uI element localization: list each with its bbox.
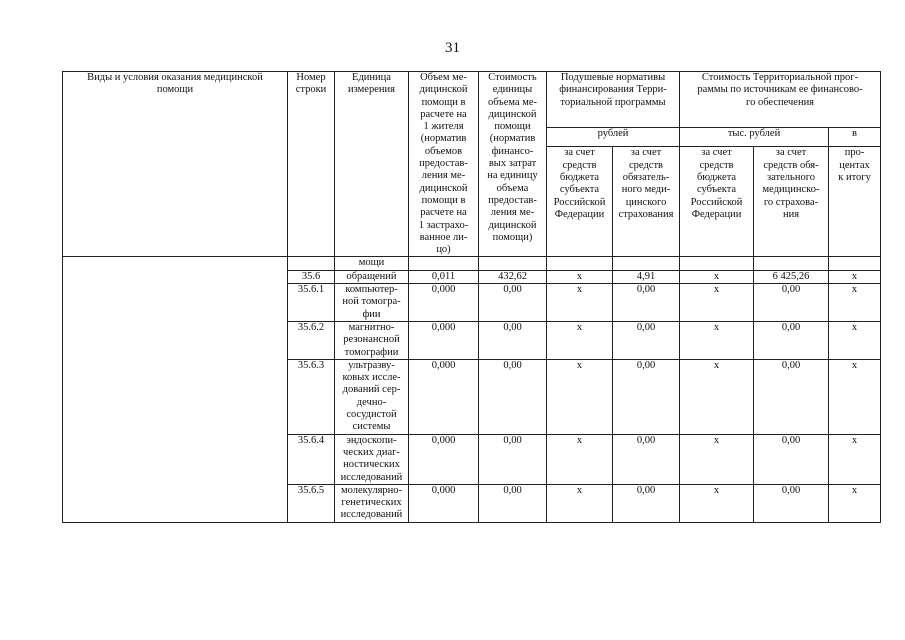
row-c1: x xyxy=(547,484,613,522)
row-unit: обращений xyxy=(335,270,409,283)
row-number: 35.6.3 xyxy=(288,359,335,434)
row-c4: 0,00 xyxy=(754,434,829,484)
row-c3: x xyxy=(680,484,754,522)
row-cost: 0,00 xyxy=(479,484,547,522)
row-c5: x xyxy=(829,321,881,359)
row-c2: 4,91 xyxy=(613,270,680,283)
header-cost: Стоимость единицы объема ме- дицинской помощи (норматив финансо- вых затрат на единицу объема предостав- ления ме- дицинской помощи) xyxy=(479,72,547,257)
header-unit: Единица измерения xyxy=(335,72,409,257)
header-line-number: Номер строки xyxy=(288,72,335,257)
row-cost: 0,00 xyxy=(479,359,547,434)
row-c3: x xyxy=(680,270,754,283)
row-number: 35.6.1 xyxy=(288,284,335,322)
row-number: 35.6.2 xyxy=(288,321,335,359)
row-c4: 6 425,26 xyxy=(754,270,829,283)
row-volume: 0,000 xyxy=(409,434,479,484)
type-conditions-cell xyxy=(63,257,288,522)
header-per-capita: Подушевые нормативы финансирования Терри- ториальной программы xyxy=(547,72,680,128)
row-volume: 0,000 xyxy=(409,284,479,322)
row-c2: 0,00 xyxy=(613,484,680,522)
row-unit: компьютер- ной томогра- фии xyxy=(335,284,409,322)
continuation-row xyxy=(63,257,881,270)
row-c4: 0,00 xyxy=(754,359,829,434)
row-c3: x xyxy=(680,284,754,322)
row-unit: молекулярно- генетических исследований xyxy=(335,484,409,522)
header-type-conditions: Виды и условия оказания медицинской помощи xyxy=(63,72,288,257)
row-volume: 0,000 xyxy=(409,484,479,522)
row-c3: x xyxy=(680,359,754,434)
financing-table xyxy=(62,71,881,523)
row-c4: 0,00 xyxy=(754,484,829,522)
row-number: 35.6 xyxy=(288,270,335,283)
row-cost: 0,00 xyxy=(479,434,547,484)
row-c2: 0,00 xyxy=(613,434,680,484)
row-number: 35.6.5 xyxy=(288,484,335,522)
row-volume: 0,000 xyxy=(409,321,479,359)
header-oms-2: за счет средств обя- зательного медицинско- го страхова- ния xyxy=(754,147,829,257)
row-c5: x xyxy=(829,270,881,283)
row-number: 35.6.4 xyxy=(288,434,335,484)
header-subject-budget: за счет средств бюджета субъекта Российской Федерации xyxy=(547,147,613,257)
row-c1: x xyxy=(547,434,613,484)
header-thousand-rubles: тыс. рублей xyxy=(680,127,829,147)
header-rubles: рублей xyxy=(547,127,680,147)
row-c1: x xyxy=(547,359,613,434)
row-c5: x xyxy=(829,484,881,522)
row-c5: x xyxy=(829,434,881,484)
row-c2: 0,00 xyxy=(613,284,680,322)
row-c1: x xyxy=(547,321,613,359)
row-cost: 0,00 xyxy=(479,321,547,359)
row-c2: 0,00 xyxy=(613,359,680,434)
header-subject-budget-2: за счет средств бюджета субъекта Российской Федерации xyxy=(680,147,754,257)
header-volume: Объем ме- дицинской помощи в расчете на 1 жителя (норматив объемов предостав- ления ме- дицинской помощи в расчете на 1 застрахо- ванное ли- цо) xyxy=(409,72,479,257)
row-c3: x xyxy=(680,434,754,484)
row-cost: 432,62 xyxy=(479,270,547,283)
row-c1: x xyxy=(547,284,613,322)
row-unit: эндоскопи- ческих диаг- ностических исследований xyxy=(335,434,409,484)
header-oms: за счет средств обязатель- ного меди- цинского страхования xyxy=(613,147,680,257)
header-percent-total: про- центах к итогу xyxy=(829,147,881,257)
header-cost-program: Стоимость Территориальной прог- раммы по источникам ее финансово- го обеспечения xyxy=(680,72,881,128)
row-unit: ультразву- ковых иссле- дований сер- дечно- сосудистой системы xyxy=(335,359,409,434)
header-in: в xyxy=(829,127,881,147)
row-c5: x xyxy=(829,284,881,322)
row-c2: 0,00 xyxy=(613,321,680,359)
row-volume: 0,011 xyxy=(409,270,479,283)
row-c3: x xyxy=(680,321,754,359)
continuation-unit: мощи xyxy=(335,257,409,270)
row-cost: 0,00 xyxy=(479,284,547,322)
row-unit: магнитно- резонансной томографии xyxy=(335,321,409,359)
row-c5: x xyxy=(829,359,881,434)
row-c4: 0,00 xyxy=(754,321,829,359)
page-number: 31 xyxy=(445,40,460,56)
row-c1: x xyxy=(547,270,613,283)
row-c4: 0,00 xyxy=(754,284,829,322)
row-volume: 0,000 xyxy=(409,359,479,434)
header-row-1 xyxy=(63,72,881,128)
